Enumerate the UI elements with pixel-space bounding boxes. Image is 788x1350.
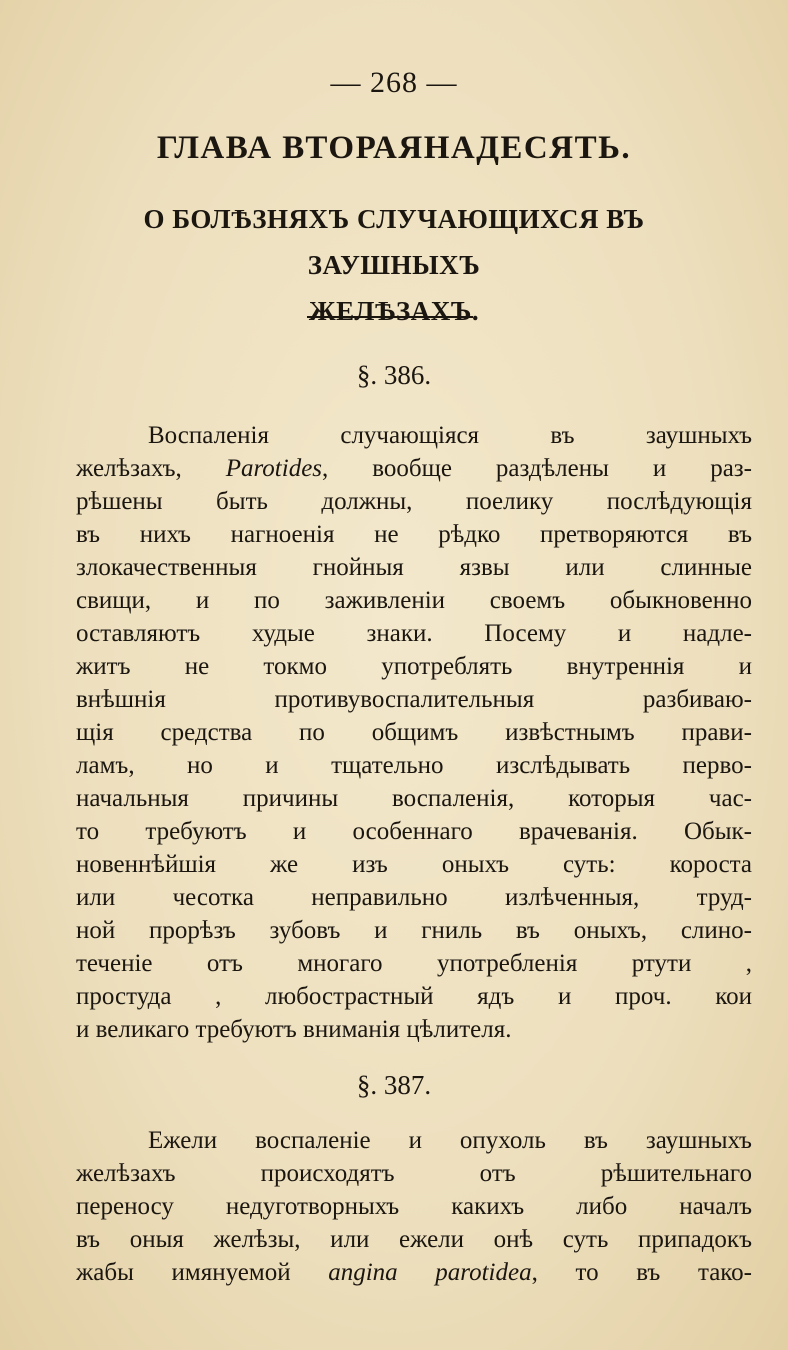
decorative-rule: [307, 316, 473, 318]
latin-term: Parotides: [225, 455, 323, 482]
text-line: простуда , любострастный ядъ и проч. кои: [76, 983, 752, 1010]
text-line: переносу недуготворныхъ какихъ либо началъ: [76, 1193, 752, 1220]
text-line: желѣзахъ происходятъ отъ рѣшительнаго: [76, 1160, 752, 1187]
chapter-subtitle-line-1: О БОЛѢЗНЯХЪ СЛУЧАЮЩИХСЯ ВЪ ЗАУШНЫХЪ: [143, 204, 645, 280]
text-line: новеннѣйшія же изъ оныхъ суть: короста: [76, 851, 752, 878]
text-line: щія средства по общимъ извѣстнымъ прави-: [76, 719, 752, 746]
text-line: оставляютъ худые знаки. Посему и надле-: [76, 620, 752, 647]
text-line: ламъ, но и тщательно изслѣдывать перво-: [76, 752, 752, 779]
text-line-with-latin: [76, 452, 752, 485]
text-line-with-latin: [76, 1256, 752, 1289]
text-line: ной прорѣзъ зубовъ и гниль въ оныхъ, слино-: [76, 917, 752, 944]
text-line: теченіе отъ многаго употребленія ртути ,: [76, 950, 752, 977]
text-line: или чесотка неправильно излѣченныя, труд-: [76, 884, 752, 911]
text-line: свищи, и по заживленіи своемъ обыкновенно: [76, 587, 752, 614]
text-line: начальныя причины воспаленія, которыя час-: [76, 785, 752, 812]
chapter-title: ГЛАВА ВТОРАЯНАДЕСЯТЬ.: [156, 130, 632, 166]
paragraph-387: [76, 1124, 752, 1289]
text-line: житъ не токмо употреблять внутреннія и: [76, 653, 752, 680]
section-heading-387: §. 387.: [356, 1070, 432, 1100]
text-line: Ежели воспаленіе и опухоль въ заушныхъ: [148, 1127, 752, 1154]
page-number: — 268 —: [330, 66, 458, 99]
latin-term: angina parotidea: [328, 1259, 532, 1286]
chapter-subtitle-line-2: ЖЕЛѢЗАХЪ.: [308, 296, 480, 326]
text-line: внѣшнія противувоспалительныя разбиваю-: [76, 686, 752, 713]
text-line: то требуютъ и особеннаго врачеванія. Обык-: [76, 818, 752, 845]
text-line: въ нихъ нагноенія не рѣдко претворяются въ: [76, 521, 752, 548]
section-heading-386: §. 386.: [356, 360, 432, 390]
text-line: и великаго требуютъ вниманія цѣлителя.: [76, 1016, 512, 1043]
text-line: злокачественныя гнойныя язвы или слинные: [76, 554, 752, 581]
text-line-part: жабы имянуемой: [76, 1259, 329, 1286]
text-line: Воспаленія случающіяся въ заушныхъ: [148, 422, 752, 449]
paragraph-386: [76, 419, 752, 1046]
text-line-part: , вообще раздѣлены и раз-: [322, 455, 752, 482]
text-line-part: желѣзахъ,: [76, 455, 226, 482]
text-line: рѣшены быть должны, поелику послѣдующія: [76, 488, 752, 515]
chapter-subtitle: [60, 196, 728, 334]
text-line-part: , то въ тако-: [531, 1259, 752, 1286]
text-line: въ оныя желѣзы, или ежели онѣ суть припадокъ: [76, 1226, 752, 1253]
